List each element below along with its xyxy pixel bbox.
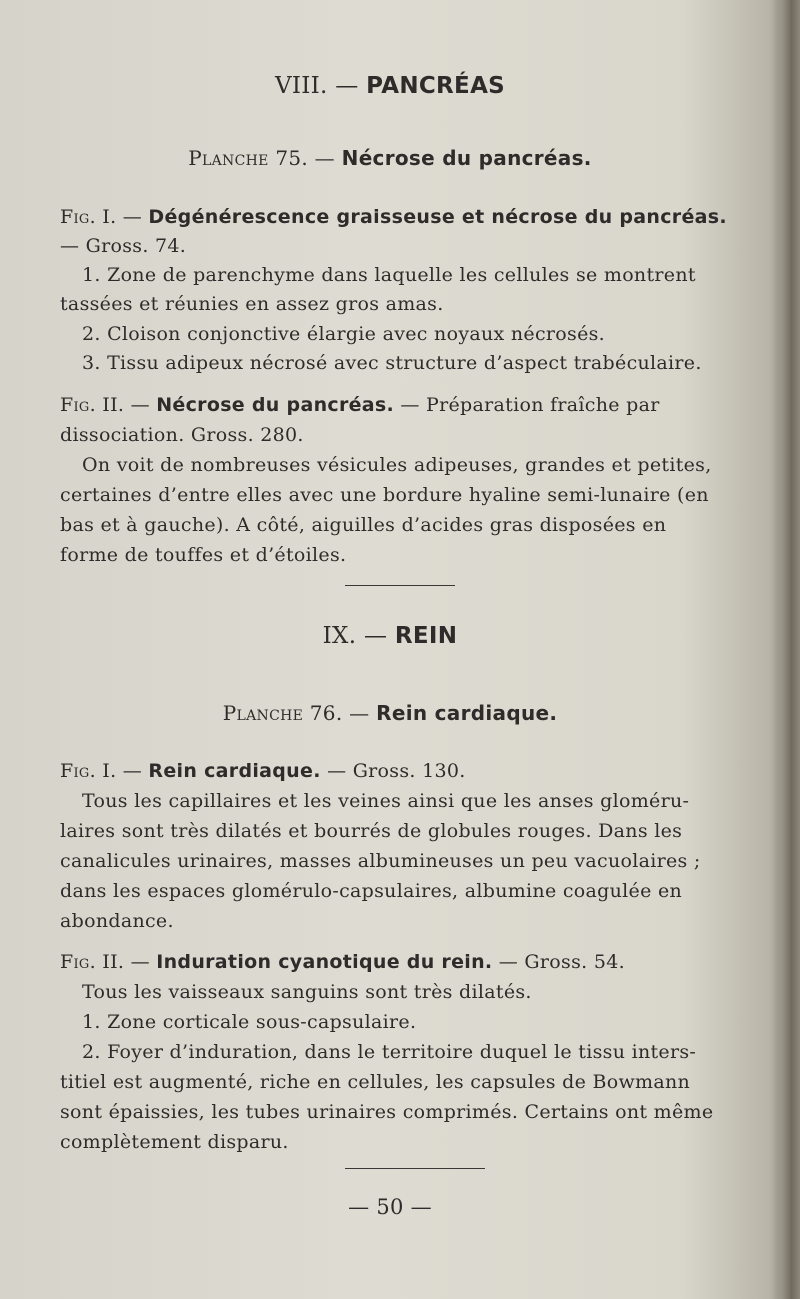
figure-note: — Préparation fraîche par [400, 394, 660, 416]
figure-note: — Gross. 54. [498, 951, 625, 973]
text-line: 2. Cloison conjonctive élargie avec noyaux nécrosés. [82, 323, 606, 345]
text-line: Tous les capillaires et les veines ainsi que les anses gloméru- [82, 790, 690, 812]
section-divider [345, 585, 455, 586]
text-line: forme de touffes et d’étoiles. [60, 544, 347, 566]
section-heading-rein [0, 624, 780, 648]
page-edge [772, 0, 800, 1299]
page-number: — 50 — [348, 1195, 432, 1219]
text-line: Tous les vaisseaux sanguins sont très dilatés. [82, 981, 532, 1003]
figure-label: Fig. II. — [60, 394, 150, 416]
text-line: 1. Zone de parenchyme dans laquelle les cellules se montrent [82, 264, 696, 286]
text-line: canalicules urinaires, masses albumineuses un peu vacuolaires ; [60, 850, 701, 872]
figure-title: Dégénérescence graisseuse et nécrose du pancréas. [148, 206, 727, 228]
text-line: dans les espaces glomérulo-capsulaires, albumine coagulée en [60, 880, 683, 902]
plate-label: Planche [188, 146, 269, 170]
figure-title: Rein cardiaque. [148, 760, 321, 782]
plate-number: 75. — [275, 146, 335, 170]
text-line: 3. Tissu adipeux nécrosé avec structure d’aspect trabéculaire. [82, 352, 702, 374]
text-line: complètement disparu. [60, 1131, 289, 1153]
section-heading-pancreas [0, 74, 780, 98]
section-title: PANCRÉAS [366, 73, 506, 99]
figure-label: Fig. II. — [60, 951, 150, 973]
plate-label: Planche [222, 701, 304, 725]
section-title: REIN [394, 623, 458, 649]
text-line: laires sont très dilatés et bourrés de globules rouges. Dans les [60, 820, 683, 842]
text-line: On voit de nombreuses vésicules adipeuses, grandes et petites, [82, 454, 712, 476]
text-line: titiel est augmenté, riche en cellules, les capsules de Bowmann [60, 1071, 691, 1093]
plate-title: Nécrose du pancréas. [341, 146, 592, 170]
figure-title: Nécrose du pancréas. [156, 394, 395, 416]
footer-divider [345, 1168, 485, 1169]
section-number: IX. — [322, 623, 388, 649]
plate-number: 76. — [309, 701, 370, 725]
figure-heading [60, 759, 766, 783]
text-line: bas et à gauche). A côté, aiguilles d’acides gras disposées en [60, 514, 667, 536]
text-line: tassées et réunies en assez gros amas. [60, 293, 444, 315]
figure-heading [60, 393, 766, 417]
section-number: VIII. — [274, 73, 359, 99]
figure-heading [60, 950, 766, 974]
figure-heading [60, 205, 766, 229]
plate-title: Rein cardiaque. [376, 701, 558, 725]
text-line: certaines d’entre elles avec une bordure hyaline semi-lunaire (en [60, 484, 709, 506]
text-line: 1. Zone corticale sous-capsulaire. [82, 1011, 417, 1033]
text-line: abondance. [60, 910, 174, 932]
figure-label: Fig. I. — [60, 760, 143, 782]
figure-note: — Gross. 130. [327, 760, 466, 782]
plate-heading-75 [0, 146, 780, 170]
text-line: dissociation. Gross. 280. [60, 424, 304, 446]
text-line: — Gross. 74. [60, 235, 187, 257]
text-line: 2. Foyer d’induration, dans le territoire duquel le tissu inters- [82, 1041, 697, 1063]
plate-heading-76 [0, 701, 780, 725]
figure-title: Induration cyanotique du rein. [156, 951, 493, 973]
figure-label: Fig. I. — [60, 206, 143, 228]
text-line: sont épaissies, les tubes urinaires comprimés. Certains ont même [60, 1101, 714, 1123]
